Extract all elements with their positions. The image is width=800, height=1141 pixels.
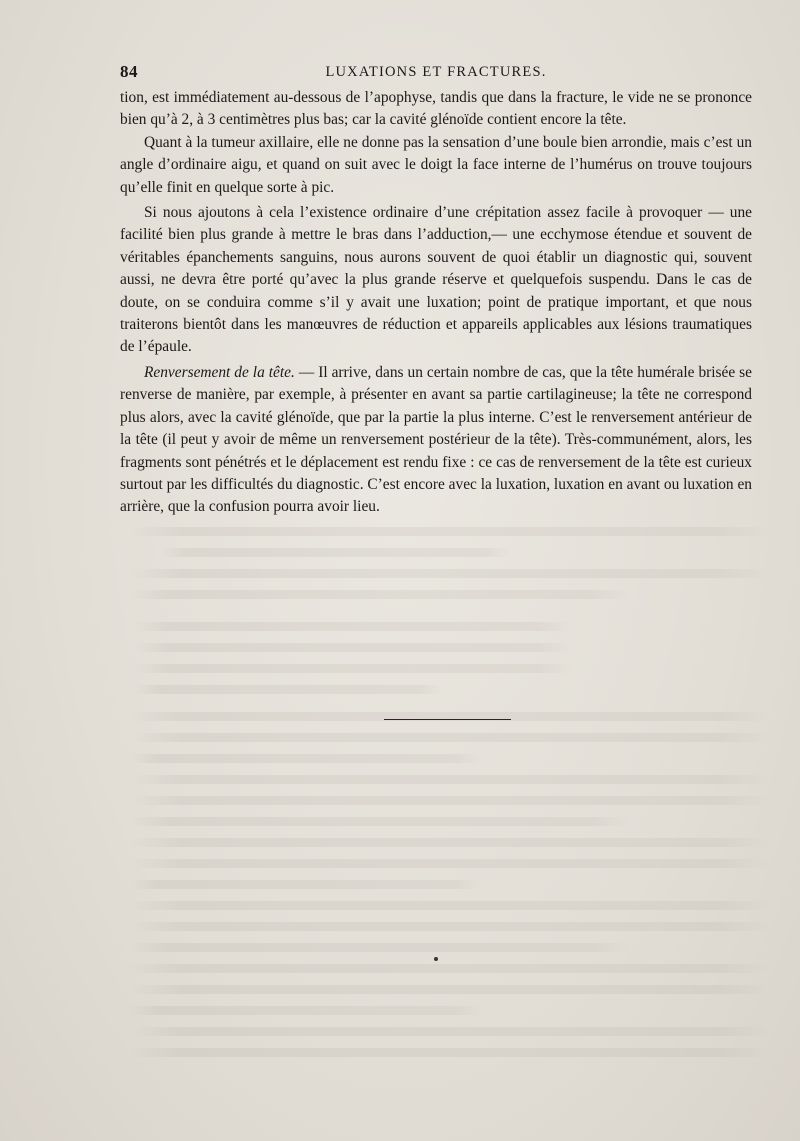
paragraph-4-text: — Il arrive, dans un certain nombre de cas, que la tête humérale brisée se renverse de manière, par exemple, à présenter en avant sa partie cartilagineuse; la tête ne correspond plus alors, avec la cavité glénoïde, que par la partie la plus interne. C’est le renversement antérieur de la tête (il peut y avoir de même un renversement postérieur de la tête). Très-communément, alors, les fragments sont pénétrés et le déplacement est rendu fixe : ce cas de renversement de la tête est curieux surtout par les difficultés du diagnostic. C’est encore avec la luxation, luxation en avant ou luxation en arrière, que la confusion pourra avoir lieu. — [120, 363, 753, 516]
ink-speck — [434, 957, 438, 961]
paragraph-2: Quant à la tumeur axillaire, elle ne donne pas la sensation d’une boule bien arrondie, mais c’est un angle d’ordinaire aigu, et quand on suit avec le doigt la face interne de l’humérus on trouve toujours qu’elle finit en quelque sorte à pic. — [120, 133, 752, 196]
page-header — [120, 62, 752, 86]
body-text — [120, 87, 752, 519]
paragraph-3: Si nous ajoutons à cela l’existence ordinaire d’une crépitation assez facile à provoquer — une facilité bien plus grande à mettre le bras dans l’adduction,— une ecchymose étendue et souvent de véritables épanchements sanguins, nous aurons souvent de quoi établir un diagnostic qui, souvent aussi, ne devra être porté qu’avec la plus grande réserve et quelquefois suspendu. Dans le cas de doute, on se conduira comme s’il y avait une luxation; point de pratique important, et que nous traiterons bientôt dans les manœuvres de réduction et appareils applicables aux lésions traumatiques de l’épaule. — [120, 204, 752, 356]
running-title: LUXATIONS ET FRACTURES. — [325, 64, 547, 80]
paragraph-4 — [120, 362, 752, 519]
page-number: 84 — [120, 62, 138, 81]
bleed-through-bottom — [130, 705, 770, 1062]
section-lead-italic: Renversement de la tête. — [144, 363, 295, 381]
paragraph-1: tion, est immédiatement au-dessous de l’apophyse, tandis que dans la fracture, le vide ne se prononce bien qu’à 2, à 3 centimètres plus bas; car la cavité glénoïde contient encore la tête. — [120, 89, 752, 129]
bleed-through-top — [130, 520, 770, 604]
end-rule-divider — [384, 719, 511, 720]
bleed-through-legend — [135, 615, 695, 699]
